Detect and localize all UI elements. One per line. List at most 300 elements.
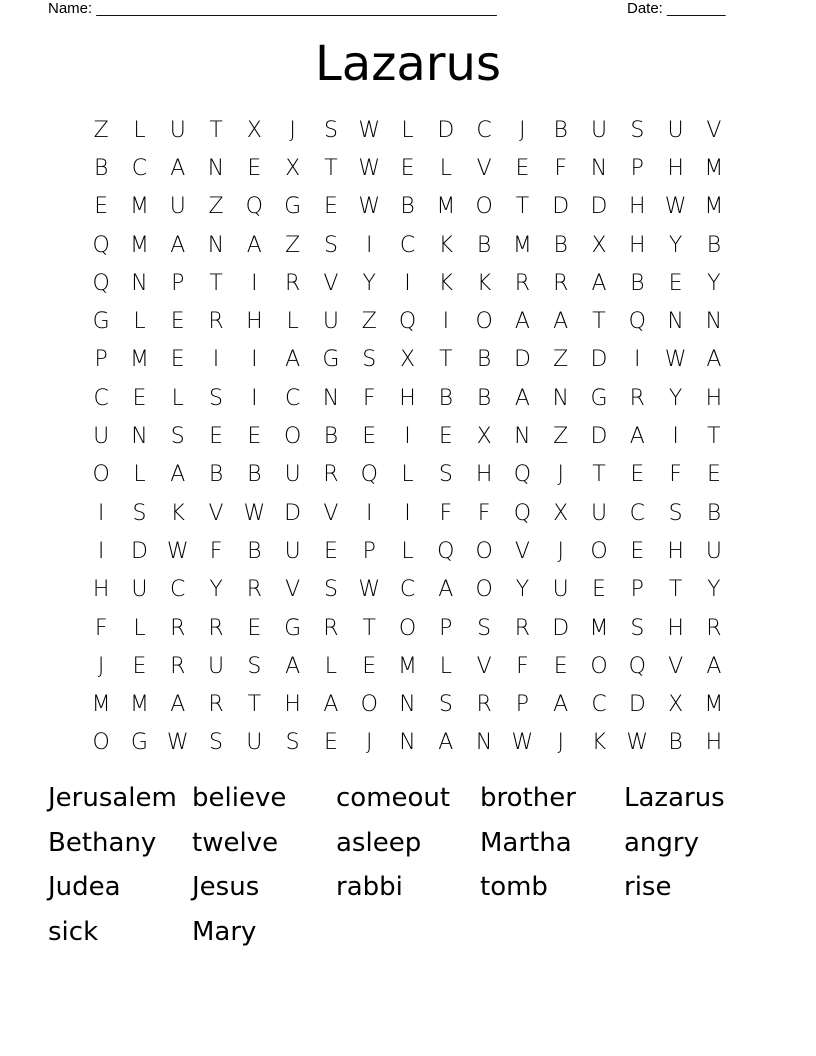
grid-letter: T <box>439 347 453 373</box>
grid-letter: Q <box>398 309 417 335</box>
grid-letter: S <box>323 117 338 143</box>
grid-letter: L <box>133 309 146 335</box>
grid-letter: I <box>251 270 258 296</box>
grid-letter: B <box>630 270 645 296</box>
grid-letter: U <box>207 653 225 679</box>
grid-letter: A <box>170 232 186 258</box>
grid-letter: U <box>284 538 301 564</box>
grid-letter: H <box>667 615 684 641</box>
word-list-item: Jesus <box>192 872 260 902</box>
grid-letter: E <box>132 653 147 679</box>
grid-letter: T <box>592 462 606 488</box>
grid-letter: S <box>668 500 683 526</box>
grid-letter: O <box>475 577 493 603</box>
grid-letter: I <box>404 270 411 296</box>
grid-letter: E <box>630 462 645 488</box>
grid-letter: D <box>590 424 608 450</box>
grid-letter: P <box>515 692 530 718</box>
grid-letter: L <box>401 462 414 488</box>
grid-letter: N <box>552 385 569 411</box>
grid-letter: A <box>170 462 186 488</box>
grid-letter: S <box>209 385 224 411</box>
grid-letter: W <box>511 730 534 756</box>
grid-letter: Z <box>553 347 569 373</box>
grid-letter: W <box>166 730 189 756</box>
grid-letter: J <box>289 117 296 143</box>
grid-letter: A <box>553 309 569 335</box>
grid-letter: A <box>706 653 722 679</box>
grid-letter: Y <box>209 577 223 603</box>
grid-letter: R <box>323 462 339 488</box>
grid-letter: E <box>132 385 147 411</box>
grid-letter: V <box>285 577 301 603</box>
word-list-item: sick <box>48 916 99 947</box>
grid-letter: Y <box>707 577 721 603</box>
word-list-item: Mary <box>192 916 257 947</box>
grid-letter: U <box>590 500 608 526</box>
grid-letter: K <box>476 270 492 296</box>
grid-letter: E <box>706 462 721 488</box>
grid-letter: C <box>399 577 416 603</box>
grid-letter: O <box>590 538 608 564</box>
grid-letter: A <box>323 692 339 718</box>
grid-letter: C <box>399 232 416 258</box>
grid-letter: H <box>705 730 723 756</box>
grid-letter: U <box>590 117 608 143</box>
grid-letter: I <box>634 347 641 373</box>
grid-letter: R <box>323 615 339 641</box>
grid-letter: I <box>251 385 258 411</box>
grid-letter: E <box>592 577 606 603</box>
grid-letter: P <box>630 577 644 603</box>
grid-letter: O <box>360 692 378 718</box>
grid-letter: B <box>706 232 722 258</box>
grid-letter: V <box>668 653 684 679</box>
grid-letter: W <box>358 194 381 220</box>
grid-letter: T <box>247 692 262 718</box>
grid-letter: P <box>171 270 185 296</box>
grid-letter: M <box>129 232 149 258</box>
grid-letter: N <box>207 155 225 181</box>
grid-letter: U <box>169 194 186 220</box>
grid-letter: G <box>130 730 148 756</box>
grid-letter: F <box>362 385 376 411</box>
grid-letter: R <box>208 309 224 335</box>
grid-letter: Z <box>553 424 569 450</box>
grid-letter: M <box>129 194 149 220</box>
grid-letter: X <box>668 692 684 718</box>
grid-letter: P <box>439 615 453 641</box>
grid-letter: C <box>591 692 607 718</box>
grid-letter: L <box>133 462 146 488</box>
grid-letter: R <box>284 270 301 296</box>
grid-letter: U <box>705 538 722 564</box>
grid-letter: A <box>629 424 645 450</box>
grid-letter: M <box>398 653 418 679</box>
grid-letter: A <box>514 309 530 335</box>
grid-letter: B <box>247 538 262 564</box>
grid-letter: V <box>323 270 339 296</box>
grid-letter: N <box>131 270 148 296</box>
grid-letter: J <box>557 462 564 488</box>
grid-letter: D <box>437 117 455 143</box>
grid-letter: E <box>323 730 338 756</box>
page-title: Lazarus <box>315 36 501 92</box>
grid-letter: S <box>170 424 185 450</box>
grid-letter: S <box>323 577 338 603</box>
grid-letter: B <box>208 462 224 488</box>
grid-letter: D <box>513 347 531 373</box>
grid-letter: W <box>358 155 381 181</box>
grid-letter: G <box>322 347 340 373</box>
grid-letter: B <box>247 462 262 488</box>
grid-letter: P <box>630 155 644 181</box>
grid-letter: L <box>171 385 184 411</box>
grid-letter: B <box>553 232 568 258</box>
grid-letter: X <box>591 232 607 258</box>
grid-letter: F <box>94 615 108 641</box>
grid-letter: Q <box>628 309 646 335</box>
grid-letter: D <box>130 538 148 564</box>
name-field-label: Name: ________________________________________________ <box>48 0 497 17</box>
letter-grid <box>82 111 733 762</box>
grid-letter: D <box>552 194 570 220</box>
grid-letter: R <box>553 270 569 296</box>
grid-letter: C <box>93 385 109 411</box>
grid-letter: U <box>284 462 301 488</box>
grid-letter: E <box>247 615 262 641</box>
grid-letter: R <box>208 692 224 718</box>
grid-letter: J <box>557 730 564 756</box>
grid-letter: N <box>590 155 608 181</box>
grid-letter: R <box>208 615 224 641</box>
grid-letter: A <box>285 347 301 373</box>
grid-letter: O <box>475 309 493 335</box>
grid-letter: B <box>93 155 109 181</box>
grid-letter: E <box>515 155 530 181</box>
grid-letter: K <box>170 500 185 526</box>
grid-letter: T <box>707 424 721 450</box>
grid-letter: H <box>246 309 263 335</box>
grid-letter: T <box>362 615 376 641</box>
grid-letter: A <box>706 347 722 373</box>
grid-letter: D <box>628 692 646 718</box>
grid-letter: I <box>672 424 679 450</box>
grid-letter: J <box>519 117 526 143</box>
grid-letter: M <box>129 347 149 373</box>
grid-letter: X <box>285 155 301 181</box>
grid-letter: M <box>91 692 111 718</box>
grid-letter: B <box>706 500 722 526</box>
grid-letter: A <box>438 730 454 756</box>
grid-letter: E <box>400 155 415 181</box>
grid-letter: X <box>476 424 492 450</box>
grid-letter: U <box>93 424 110 450</box>
grid-letter: R <box>170 615 186 641</box>
grid-letter: I <box>212 347 220 373</box>
grid-letter: H <box>705 385 723 411</box>
grid-letter: I <box>442 309 450 335</box>
grid-letter: G <box>284 615 302 641</box>
grid-letter: X <box>399 347 416 373</box>
grid-letter: H <box>399 385 416 411</box>
grid-letter: S <box>477 615 492 641</box>
grid-letter: N <box>399 730 416 756</box>
grid-letter: O <box>283 424 302 450</box>
grid-letter: A <box>514 385 530 411</box>
grid-letter: S <box>323 232 338 258</box>
grid-letter: A <box>170 692 186 718</box>
grid-letter: D <box>284 500 302 526</box>
grid-letter: D <box>590 347 608 373</box>
grid-letter: M <box>589 615 609 641</box>
grid-letter: Z <box>285 232 301 258</box>
grid-letter: L <box>286 309 299 335</box>
grid-letter: F <box>516 653 529 679</box>
word-list-item: asleep <box>336 827 422 858</box>
grid-letter: D <box>590 194 608 220</box>
grid-letter: H <box>475 462 493 488</box>
grid-letter: R <box>514 615 531 641</box>
grid-letter: F <box>209 538 223 564</box>
grid-letter: W <box>166 538 189 564</box>
grid-letter: Q <box>437 538 455 564</box>
grid-letter: K <box>438 232 454 258</box>
grid-letter: Q <box>245 194 263 220</box>
word-list-item: Martha <box>480 827 572 858</box>
grid-letter: V <box>514 538 530 564</box>
grid-letter: M <box>129 692 149 718</box>
grid-letter: Q <box>513 500 532 526</box>
grid-letter: A <box>553 692 569 718</box>
grid-letter: O <box>92 730 110 756</box>
grid-letter: U <box>322 309 339 335</box>
grid-letter: N <box>514 424 531 450</box>
grid-letter: N <box>131 424 148 450</box>
grid-letter: L <box>133 117 146 143</box>
grid-letter: I <box>404 500 411 526</box>
grid-letter: R <box>246 577 262 603</box>
grid-letter: X <box>246 117 262 143</box>
grid-letter: E <box>94 194 109 220</box>
grid-letter: H <box>629 194 646 220</box>
grid-letter: R <box>629 385 645 411</box>
grid-letter: B <box>476 385 492 411</box>
grid-letter: L <box>439 155 452 181</box>
grid-letter: U <box>667 117 684 143</box>
grid-letter: J <box>557 538 564 564</box>
grid-letter: I <box>365 232 373 258</box>
grid-letter: T <box>668 577 683 603</box>
grid-letter: S <box>247 653 262 679</box>
grid-letter: F <box>439 500 453 526</box>
grid-letter: U <box>131 577 148 603</box>
grid-letter: O <box>475 538 493 564</box>
grid-letter: B <box>476 347 492 373</box>
word-list-item: tomb <box>480 872 548 902</box>
grid-letter: E <box>247 155 262 181</box>
grid-letter: Z <box>208 194 224 220</box>
grid-letter: H <box>629 232 646 258</box>
grid-letter: W <box>358 117 381 143</box>
grid-letter: S <box>362 347 377 373</box>
word-list-item: angry <box>624 827 699 858</box>
word-list-item: rise <box>624 872 672 902</box>
grid-letter: A <box>591 270 607 296</box>
grid-letter: A <box>246 232 262 258</box>
grid-letter: H <box>284 692 301 718</box>
grid-letter: T <box>515 194 530 220</box>
grid-letter: M <box>704 155 724 181</box>
date-field-label: Date: _______ <box>627 0 726 17</box>
grid-letter: Y <box>707 270 721 296</box>
grid-letter: I <box>251 347 258 373</box>
grid-letter: T <box>209 117 223 143</box>
grid-letter: C <box>170 577 186 603</box>
grid-letter: C <box>629 500 645 526</box>
grid-letter: S <box>630 615 645 641</box>
grid-letter: T <box>324 155 338 181</box>
grid-letter: Q <box>92 270 110 296</box>
grid-letter: W <box>243 500 266 526</box>
grid-letter: N <box>322 385 340 411</box>
grid-letter: V <box>476 155 492 181</box>
word-list-item: Lazarus <box>624 783 725 813</box>
grid-letter: F <box>554 155 568 181</box>
grid-letter: R <box>514 270 531 296</box>
grid-letter: Y <box>515 577 530 603</box>
grid-letter: R <box>170 653 186 679</box>
grid-letter: E <box>209 424 223 450</box>
grid-letter: Y <box>668 232 683 258</box>
grid-letter: N <box>475 730 493 756</box>
grid-letter: S <box>209 730 224 756</box>
grid-letter: V <box>706 117 722 143</box>
grid-letter: H <box>667 155 684 181</box>
grid-letter: S <box>285 730 300 756</box>
grid-letter: S <box>438 462 453 488</box>
grid-letter: E <box>553 653 568 679</box>
grid-letter: T <box>209 270 223 296</box>
grid-letter: B <box>438 385 454 411</box>
grid-letter: N <box>705 309 723 335</box>
grid-letter: B <box>476 232 492 258</box>
grid-letter: F <box>669 462 682 488</box>
word-list-item: Jerusalem <box>48 783 177 813</box>
grid-letter: L <box>439 653 452 679</box>
grid-letter: Q <box>92 232 110 258</box>
word-list-item: twelve <box>192 827 279 858</box>
grid-letter: L <box>133 615 146 641</box>
grid-letter: G <box>92 309 110 335</box>
grid-letter: Y <box>362 270 376 296</box>
grid-letter: L <box>401 538 414 564</box>
grid-letter: S <box>630 117 645 143</box>
grid-letter: I <box>97 538 105 564</box>
grid-letter: N <box>667 309 684 335</box>
grid-letter: C <box>131 155 148 181</box>
grid-letter: E <box>170 309 185 335</box>
grid-letter: Z <box>93 117 109 143</box>
grid-letter: E <box>170 347 185 373</box>
grid-letter: E <box>247 424 262 450</box>
grid-letter: T <box>592 309 606 335</box>
grid-letter: E <box>323 538 338 564</box>
grid-letter: N <box>207 232 225 258</box>
word-list-item: comeout <box>336 783 451 813</box>
grid-letter: E <box>362 653 377 679</box>
word-list-item: believe <box>192 783 287 813</box>
grid-letter: R <box>476 692 492 718</box>
grid-letter: M <box>436 194 456 220</box>
word-list-item: Bethany <box>48 827 157 858</box>
grid-letter: S <box>438 692 453 718</box>
grid-letter: C <box>284 385 301 411</box>
grid-letter: B <box>668 730 683 756</box>
grid-letter: C <box>476 117 492 143</box>
grid-letter: K <box>438 270 454 296</box>
grid-letter: Q <box>360 462 378 488</box>
grid-letter: M <box>704 692 724 718</box>
grid-letter: N <box>399 692 416 718</box>
grid-letter: A <box>170 155 186 181</box>
grid-letter: O <box>398 615 417 641</box>
grid-letter: G <box>590 385 608 411</box>
grid-letter: A <box>438 577 454 603</box>
grid-letter: H <box>667 538 684 564</box>
grid-letter: S <box>132 500 147 526</box>
grid-letter: V <box>476 653 492 679</box>
grid-letter: I <box>365 500 373 526</box>
grid-letter: Q <box>513 462 532 488</box>
grid-letter: J <box>365 730 373 756</box>
grid-letter: B <box>323 424 339 450</box>
grid-letter: R <box>706 615 722 641</box>
grid-letter: O <box>475 194 493 220</box>
grid-letter: P <box>362 538 376 564</box>
grid-letter: M <box>704 194 724 220</box>
word-list-item: rabbi <box>336 872 403 902</box>
grid-letter: V <box>208 500 224 526</box>
grid-letter: P <box>94 347 108 373</box>
grid-letter: U <box>169 117 186 143</box>
grid-letter: E <box>438 424 453 450</box>
word-list-item: brother <box>480 783 576 813</box>
grid-letter: W <box>664 347 687 373</box>
grid-letter: O <box>92 462 110 488</box>
grid-letter: O <box>590 653 608 679</box>
grid-letter: L <box>401 117 414 143</box>
grid-letter: J <box>97 653 105 679</box>
grid-letter: W <box>664 194 687 220</box>
grid-letter: X <box>553 500 569 526</box>
word-list <box>48 776 768 954</box>
grid-letter: I <box>97 500 105 526</box>
grid-letter: L <box>324 653 338 679</box>
grid-letter: I <box>404 424 411 450</box>
grid-letter: K <box>591 730 607 756</box>
grid-letter: F <box>477 500 491 526</box>
grid-letter: G <box>284 194 302 220</box>
grid-letter: U <box>246 730 263 756</box>
word-list-item: Judea <box>48 872 121 902</box>
grid-letter: E <box>323 194 338 220</box>
grid-letter: B <box>400 194 415 220</box>
grid-letter: Z <box>361 309 377 335</box>
grid-letter: E <box>668 270 683 296</box>
grid-letter: A <box>285 653 301 679</box>
grid-letter: U <box>552 577 569 603</box>
